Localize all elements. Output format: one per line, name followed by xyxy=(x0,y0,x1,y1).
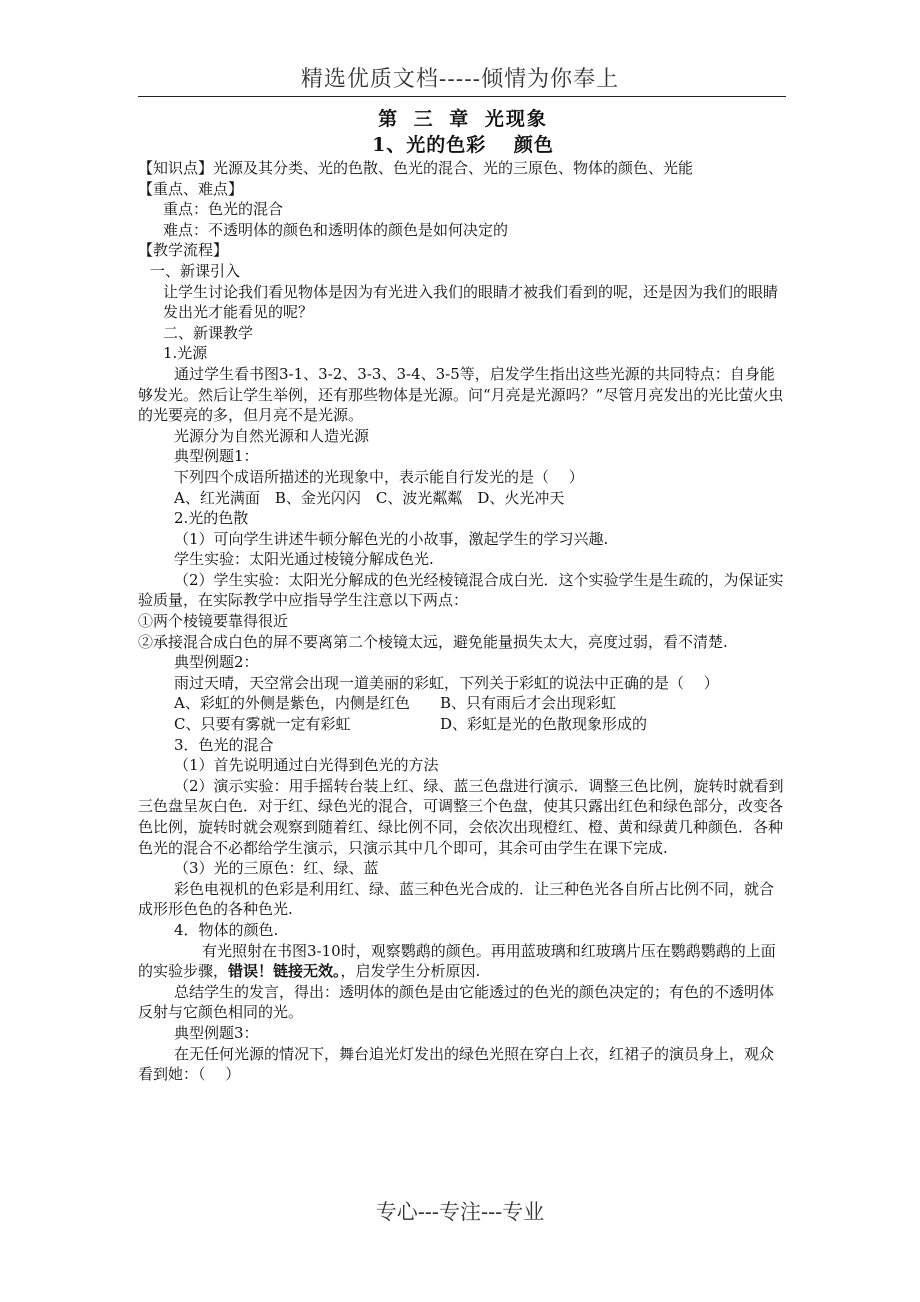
example-1-question: 下列四个成语所描述的光现象中，表示能自行发光的是（ ） xyxy=(174,467,584,486)
section-3-para-1: （1）首先说明通过白光得到色光的方法 xyxy=(174,756,439,775)
section-4-heading: 4．物体的颜色. xyxy=(174,920,279,939)
intro-text: 让学生讨论我们看见物体是因为有光进入我们的眼睛才被我们看到的呢，还是因为我们的眼睛发出光才能看见的呢？ xyxy=(163,282,779,322)
section-4-para-1-text: 有光照射在书图3-10时，观察鹦鹉的颜色。再用蓝玻璃和红玻璃片压在鹦鹉鹦鹉的上面的实验步骤， xyxy=(138,941,776,981)
new-lesson-heading: 二、新课教学 xyxy=(163,323,254,342)
section-4-para-1 xyxy=(138,941,788,982)
section-3-heading: 3．色光的混合 xyxy=(174,735,274,754)
example-2-option-b: B、只有雨后才会出现彩虹 xyxy=(440,694,617,713)
broken-link-error: 错误！链接无效。 xyxy=(228,962,341,981)
example-2-options-row-2 xyxy=(138,714,788,735)
section-4-para-2: 总结学生的发言，得出：透明体的颜色是由它能透过的色光的颜色决定的；有色的不透明体反射与它颜色相同的光。 xyxy=(138,982,775,1022)
section-2-heading: 2.光的色散 xyxy=(174,509,249,528)
key-point: 重点：色光的混合 xyxy=(163,200,284,219)
example-2-option-a: A、彩虹的外侧是紫色，内侧是红色 xyxy=(174,694,410,713)
example-2-question: 雨过天晴，天空常会出现一道美丽的彩虹，下列关于彩虹的说法中正确的是（ ） xyxy=(174,673,719,692)
chapter-title: 第 三 章 光现象 xyxy=(378,108,548,130)
page-footer: 专心---专注---专业 xyxy=(375,1200,545,1224)
key-heading: 【重点、难点】 xyxy=(138,179,244,198)
difficult-point: 难点：不透明体的颜色和透明体的颜色是如何决定的 xyxy=(163,220,509,239)
document-body xyxy=(138,106,788,1085)
example-2-heading: 典型例题2： xyxy=(174,653,259,672)
example-3-question: 在无任何光源的情况下，舞台追光灯发出的绿色光照在穿白上衣，红裙子的演员身上，观众看到她：（ ） xyxy=(138,1044,775,1084)
section-2-para-3: （2）学生实验：太阳光分解成的色光经棱镜混合成白光．这个实验学生是生疏的，为保证实验质量，在实际教学中应指导学生注意以下两点： xyxy=(138,570,784,610)
flow-heading: 【教学流程】 xyxy=(138,241,229,260)
lesson-title: 1、光的色彩 颜色 xyxy=(372,134,554,156)
page-header: 精选优质文档-----倾情为你奉上 xyxy=(300,67,620,92)
example-2-option-d: D、彩虹是光的色散现象形成的 xyxy=(440,715,648,734)
section-1-text: 通过学生看书图3-1、3-2、3-3、3-4、3-5等，启发学生指出这些光源的共同特点：自身能够发光。然后让学生举例，还有那些物体是光源。问“月亮是光源吗？”尽管月亮发出的光比萤火虫的光要亮的多，但月亮不是光源。 xyxy=(138,364,784,425)
example-1-options: A、红光满面 B、金光闪闪 C、波光粼粼 D、火光冲天 xyxy=(174,488,565,507)
intro-heading: 一、新课引入 xyxy=(150,261,241,280)
section-2-para-1: （1）可向学生讲述牛顿分解色光的小故事，激起学生的学习兴趣. xyxy=(174,529,609,548)
section-2-para-2: 学生实验：太阳光通过棱镜分解成色光. xyxy=(174,550,434,569)
knowledge-points: 【知识点】光源及其分类、光的色散、色光的混合、光的三原色、物体的颜色、光能 xyxy=(138,159,694,177)
example-3-heading: 典型例题3： xyxy=(174,1023,259,1042)
section-3-para-4: 彩色电视机的色彩是利用红、绿、蓝三种色光合成的．让三种色光各自所占比例不同，就合成形形色色的各种色光. xyxy=(138,879,775,919)
section-2-note-2: ②承接混合成白色的屏不要离第二个棱镜太远，避免能量损失太大，亮度过弱，看不清楚. xyxy=(138,632,728,651)
section-3-para-2: （2）演示实验：用手摇转台装上红、绿、蓝三色盘进行演示．调整三色比例，旋转时就看到三色盘呈灰白色．对于红、绿色光的混合，可调整三个色盘，使其只露出红色和绿色部分，改变各色比例，旋转时就会观察到随着红、绿比例不同，会依次出现橙红、橙、黄和绿黄几种颜色．各种色光的混合不必都给学生演示，只演示其中几个即可，其余可由学生在课下完成. xyxy=(138,776,784,857)
header-rule xyxy=(138,96,786,97)
section-1-classify: 光源分为自然光源和人造光源 xyxy=(174,426,370,445)
section-1-heading: 1.光源 xyxy=(163,344,208,363)
example-2-option-c: C、只要有雾就一定有彩虹 xyxy=(174,715,351,734)
example-2-options-row-1 xyxy=(138,693,788,714)
section-4-para-1-end: ，启发学生分析原因. xyxy=(340,962,481,981)
section-3-para-3: （3）光的三原色：红、绿、蓝 xyxy=(174,859,379,878)
section-2-note-1: ①两个棱镜要靠得很近 xyxy=(138,612,289,631)
example-1-heading: 典型例题1： xyxy=(174,447,259,466)
